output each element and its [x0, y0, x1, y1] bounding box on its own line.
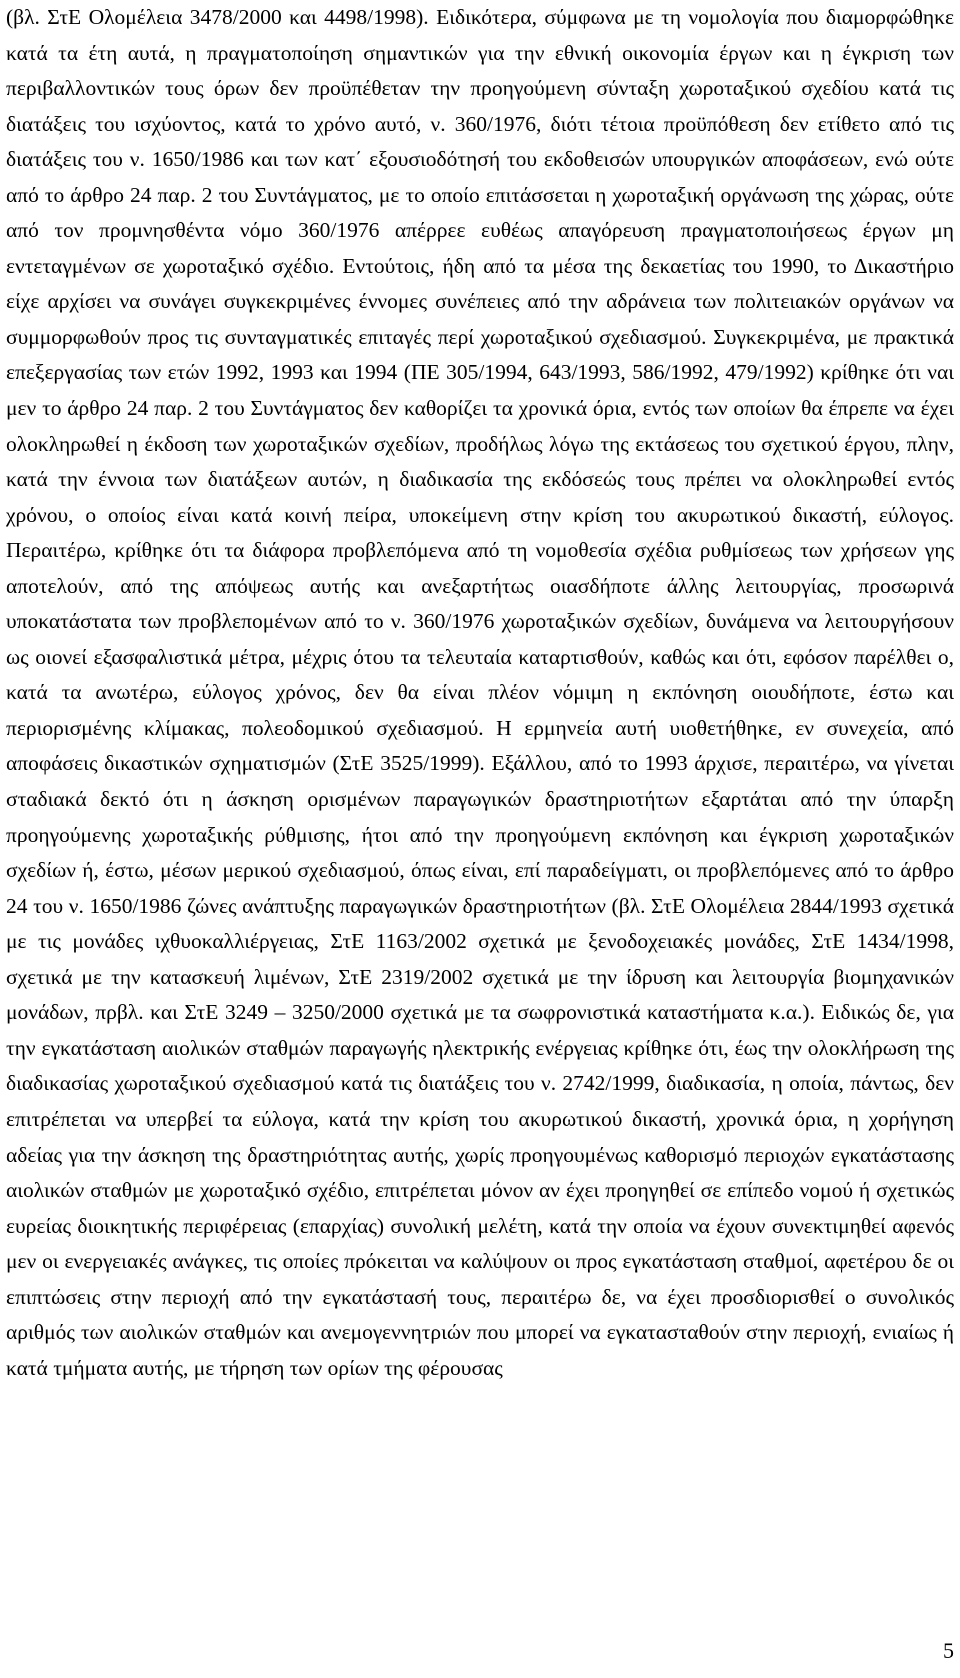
body-paragraph: (βλ. ΣτΕ Ολομέλεια 3478/2000 και 4498/1998). Ειδικότερα, σύμφωνα με τη νομολογία που διαμορφώθηκε κατά τα έτη αυτά, η πραγματοποίηση σημαντικών για την εθνική οικονομία έργων και η έγκριση των περιβαλλοντικών τους όρων δεν προϋπέθεταν την προηγούμενη σύνταξη χωροταξικού σχεδίου κατά τις διατάξεις του ισχύοντος, κατά το χρόνο αυτό, ν. 360/1976, διότι τέτοια προϋπόθεση δεν ετίθετο από τις διατάξεις του ν. 1650/1986 και των κατ΄ εξουσιοδότησή του εκδοθεισών υπουργικών αποφάσεων, ενώ ούτε από το άρθρο 24 παρ. 2 του Συντάγματος, με το οποίο επιτάσσεται η χωροταξική οργάνωση της χώρας, ούτε από τον προμνησθέντα νόμο 360/1976 απέρρεε ευθέως απαγόρευση πραγματοποιήσεως έργων μη εντεταγμένων σε χωροταξικό σχέδιο. Εντούτοις, ήδη από τα μέσα της δεκαετίας του 1990, το Δικαστήριο είχε αρχίσει να συνάγει συγκεκριμένες έννομες συνέπειες από την αδράνεια των πολιτειακών οργάνων να συμμορφωθούν προς τις συνταγματικές επιταγές περί χωροταξικού σχεδιασμού. Συγκεκριμένα, με πρακτικά επεξεργασίας των ετών 1992, 1993 και 1994 (ΠΕ 305/1994, 643/1993, 586/1992, 479/1992) κρίθηκε ότι ναι μεν το άρθρο 24 παρ. 2 του Συντάγματος δεν καθορίζει τα χρονικά όρια, εντός των οποίων θα έπρεπε να έχει ολοκληρωθεί η έκδοση των χωροταξικών σχεδίων, προδήλως λόγω της εκτάσεως του σχετικού έργου, πλην, κατά την έννοια των διατάξεων αυτών, η διαδικασία της εκδόσεώς τους πρέπει να ολοκληρωθεί εντός χρόνου, ο οποίος είναι κατά κοινή πείρα, υποκείμενη στην κρίση του ακυρωτικού δικαστή, εύλογος. Περαιτέρω, κρίθηκε ότι τα διάφορα προβλεπόμενα από τη νομοθεσία σχέδια ρυθμίσεως των χρήσεων γης αποτελούν, από της απόψεως αυτής και ανεξαρτήτως οιασδήποτε άλλης λειτουργίας, προσωρινά υποκατάστατα των προβλεπομένων από το ν. 360/1976 χωροταξικών σχεδίων, δυνάμενα να λειτουργήσουν ως οιονεί εξασφαλιστικά μέτρα, μέχρις ότου τα τελευταία καταρτισθούν, καθώς και ότι, εφόσον παρέλθει ο, κατά τα ανωτέρω, εύλογος χρόνος, δεν θα είναι πλέον νόμιμη η εκπόνηση οιουδήποτε, έστω και περιορισμένης κλίμακας, πολεοδομικού σχεδιασμού. Η ερμηνεία αυτή υιοθετήθηκε, εν συνεχεία, από αποφάσεις δικαστικών σχηματισμών (ΣτΕ 3525/1999). Εξάλλου, από το 1993 άρχισε, περαιτέρω, να γίνεται σταδιακά δεκτό ότι η άσκηση ορισμένων παραγωγικών δραστηριοτήτων εξαρτάται από την ύπαρξη προηγούμενης χωροταξικής ρύθμισης, ήτοι από την προηγούμενη εκπόνηση και έγκριση χωροταξικών σχεδίων ή, έστω, μέσων μερικού σχεδιασμού, όπως είναι, επί παραδείγματι, οι προβλεπόμενες από το άρθρο 24 του ν. 1650/1986 ζώνες ανάπτυξης παραγωγικών δραστηριοτήτων (βλ. ΣτΕ Ολομέλεια 2844/1993 σχετικά με τις μονάδες ιχθυοκαλλιέργειας, ΣτΕ 1163/2002 σχετικά με ξενοδοχειακές μονάδες, ΣτΕ 1434/1998, σχετικά με την κατασκευή λιμένων, ΣτΕ 2319/2002 σχετικά με την ίδρυση και λειτουργία βιομηχανικών μονάδων, πρβλ. και ΣτΕ 3249 – 3250/2000 σχετικά με τα σωφρονιστικά καταστήματα κ.α.). Ειδικώς δε, για την εγκατάσταση αιολικών σταθμών παραγωγής ηλεκτρικής ενέργειας κρίθηκε ότι, έως την ολοκλήρωση της διαδικασίας χωροταξικού σχεδιασμού κατά τις διατάξεις του ν. 2742/1999, διαδικασία, η οποία, πάντως, δεν επιτρέπεται να υπερβεί τα εύλογα, κατά την κρίση του ακυρωτικού δικαστή, χρονικά όρια, η χορήγηση αδείας για την άσκηση της δραστηριότητας αυτής, χωρίς προηγουμένως καθορισμό περιοχών εγκατάστασης αιολικών σταθμών με χωροταξικό σχέδιο, επιτρέπεται μόνον αν έχει προηγηθεί σε επίπεδο νομού ή σχετικώς ευρείας διοικητικής περιφέρειας (επαρχίας) συνολική μελέτη, κατά την οποία να έχουν συνεκτιμηθεί αφενός μεν οι ενεργειακές ανάγκες, τις οποίες πρόκειται να καλύψουν οι προς εγκατάσταση σταθμοί, αφετέρου δε οι επιπτώσεις στην περιοχή από την εγκατάστασή τους, περαιτέρω δε, να έχει προσδιορισθεί ο συνολικός αριθμός των αιολικών σταθμών και ανεμογεννητριών που μπορεί να εγκατασταθούν στην περιοχή, ενιαίως ή κατά τμήματα αυτής, με τήρηση των ορίων της φέρουσας — [6, 5, 954, 1380]
page-number: 5 — [943, 1638, 954, 1663]
